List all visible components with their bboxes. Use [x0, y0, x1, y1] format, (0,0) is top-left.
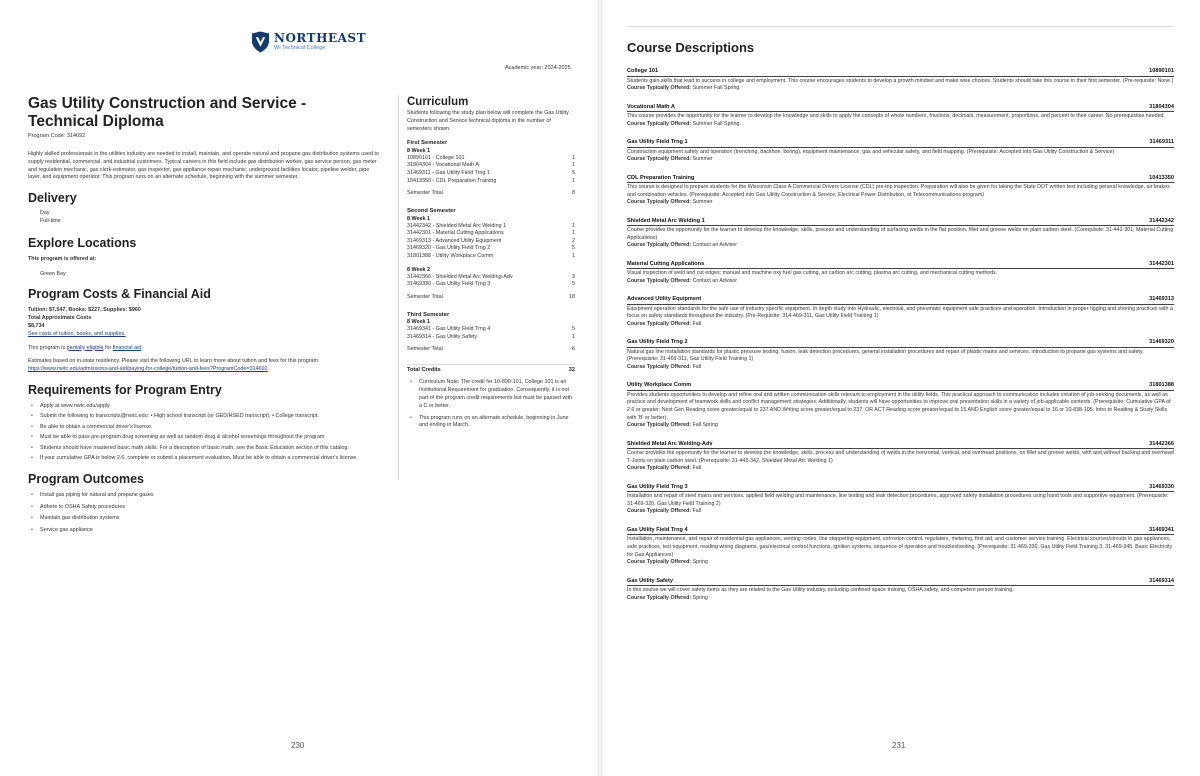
outcome-item: • Install gas piping for natural and propane gases — [28, 492, 380, 500]
total-credits — [407, 364, 575, 373]
course-offered-label: Course Typically Offered: — [627, 199, 692, 206]
estimates-note: Estimates based on in-state residency. Please visit the following URL to learn more about tuition and fees for this program. — [28, 358, 320, 365]
course-description-entry — [627, 296, 1174, 328]
course-offered-value: Summer Fall Spring — [692, 120, 740, 127]
course-row — [407, 326, 575, 334]
course-title: CDL Preparation Training — [627, 174, 695, 181]
curriculum-note: • This program runs on an alternate schedule, beginning in June and ending in March. — [407, 415, 575, 431]
semester-total — [407, 190, 575, 196]
course-description-entry — [627, 261, 1174, 286]
course-code: 31469314 — [1149, 577, 1174, 584]
costs-link[interactable]: See costs of tuition, books, and supplies. — [28, 330, 126, 337]
requirement-item: • Must be able to pass pre-program drug screening as well as random drug & alcohol screenings throughout the program. — [28, 434, 380, 442]
course-description-header — [627, 339, 1174, 348]
course-description-text: Construction equipment safety and operation (trenching, backhoe, boring), equipment maintenance, gas and vehicular safety, and field mapping. (Prerequisite: Accepted into Gas Utility Construction & Service) — [627, 148, 1115, 155]
semester-total-label: Semester Total — [407, 293, 443, 300]
requirement-item: • Apply at www.nwtc.edu/apply. — [28, 403, 380, 411]
course-title: Material Cutting Applications — [627, 260, 705, 267]
program-overview — [28, 95, 380, 535]
course-offered-label: Course Typically Offered: — [627, 508, 692, 515]
third-semester — [407, 312, 575, 353]
course-title: Gas Utility Field Trng 1 — [627, 139, 688, 145]
course-offered-value: Summer — [692, 199, 713, 206]
course-offered-label: Course Typically Offered: — [627, 277, 692, 284]
course-code: 31469320 — [1149, 339, 1174, 346]
course-description-header — [627, 578, 1174, 587]
course-credits: 5 — [572, 281, 575, 288]
course-credits: 1 — [572, 252, 575, 259]
course-name: 31469311 - Gas Utility Field Trng 1 — [407, 169, 490, 176]
course-credits: 3 — [572, 273, 575, 280]
course-offered — [627, 364, 1174, 371]
course-offered — [627, 85, 1174, 92]
course-code: 31801388 — [1149, 382, 1174, 389]
course-credits: 5 — [572, 169, 575, 176]
course-name: 10890101 - College 101 — [407, 154, 465, 161]
course-description-header — [627, 296, 1174, 305]
course-description-header — [627, 484, 1174, 493]
semester-total-label: Semester Total — [407, 346, 443, 353]
locations-heading: Explore Locations — [28, 235, 137, 250]
course-offered-label: Course Typically Offered: — [627, 594, 692, 601]
outcomes-list — [28, 492, 380, 535]
financial-aid-text: . — [141, 344, 143, 351]
course-description-header — [627, 441, 1174, 450]
delivery-list — [28, 210, 380, 226]
college-logo-icon — [251, 31, 270, 53]
course-offered-value: Spring — [692, 594, 708, 601]
course-offered-label: Course Typically Offered: — [627, 422, 692, 429]
course-description-text: Installation and repair of steel mains and services, applied field welding and maintenance, line testing and leak detection procedures, approved safety installation procedures using hand tools and supportive equipment. (Prerequisite: 31-469-320, Gas Utility Field Training 2) — [627, 493, 1169, 507]
course-description-entry — [627, 104, 1174, 129]
requirement-item: • Students should have mastered basic math skills. For a description of basic math, see the Basic Education section of this catalog. — [28, 445, 380, 453]
course-description-text: Provides students opportunities to develop and refine oral and written communication skills relevant to employment in the utility fields. This practical approach to communication includes creation of job-seeking documents, as well as practice and development of teamwork skills and conflict management strategies. Additionally, students will have opportunities to improve oral presentation skills in a variety of job-applicable contexts. (Prerequisite: Cumulative GPA of 2.6 or greater; Next Gen Reading score greater/equal to 237 AND Writing score greater/equal to 237; OR ACT Reading score greater/equal to 15 AND English score greater/equal to 16 or 10-838-105, Intro to Reading & Study Skills with 'B' or better). — [627, 391, 1171, 421]
course-offered-value: Fall — [692, 508, 702, 515]
outcome-item: • Adhere to OSHA Safety procedures — [28, 504, 380, 512]
course-offered-value: Fall Spring — [692, 422, 718, 429]
course-description-text: This course provides the opportunity for the learner to develop the knowledge and skills to apply the concepts of whole numbers, fractions, decimals, measurement, proportions, and percent to their career. No prerequisites needed. — [627, 113, 1165, 119]
course-descriptions — [627, 40, 1174, 602]
total-credits-label: Total Credits — [407, 367, 441, 374]
delivery-item: Full-time — [40, 217, 61, 224]
page-number-left: 230 — [291, 741, 305, 750]
course-offered-label: Course Typically Offered: — [627, 85, 692, 92]
course-name: 31469341 - Gas Utility Field Trng 4 — [407, 326, 491, 333]
course-description-text: Natural gas line installation standards for plastic pressure testing, fusion, leak detection procedures, general installation procedures and repair of plastic mains and services, introduction to propane gas systems and safety. (Prerequisite: 31-469-311, Gas Utility Field Training 1) — [627, 348, 1144, 363]
course-row — [407, 178, 575, 186]
outcome-item: • Service gas appliance — [28, 527, 380, 535]
course-title: College 101 — [627, 68, 659, 74]
course-description-text: In this course we will cover safety items as they are related to the Gas Utility industry, including confined space training, OSHA safety, and competent person training. — [627, 587, 1014, 594]
financial-aid-text: This program is — [28, 344, 67, 351]
requirement-item: • Submit the following to transcripts@nwtc.edu: • High school transcript (or GED/HSED transcript). • College transcript. — [28, 413, 380, 421]
semester-total-value: 18 — [569, 293, 575, 300]
course-description-text: Course provides the opportunity for the learner to develop the knowledge, skills, process and understanding of surfacing welds in the flat position, fillet and groove welds on plain carbon steel. (Corequisite: 31-442-301, Material Cutting Applications) — [627, 227, 1174, 241]
course-description-header — [627, 218, 1174, 227]
course-description-text: Visual inspection of weld and cut edges; manual and machine oxy fuel gas cutting, air carbon arc cutting, plasma arc cutting, and mechanical cutting methods. — [627, 270, 998, 277]
course-description-header — [627, 382, 1174, 391]
course-code: 31442366 — [1149, 440, 1174, 447]
requirements-heading: Requirements for Program Entry — [28, 382, 222, 397]
logo-name: NORTHEAST — [274, 31, 367, 45]
course-row — [407, 238, 575, 246]
header-rule — [627, 26, 1174, 27]
semester-title: Third Semester — [407, 311, 450, 318]
curriculum-note: • Curriculum Note: The credit for 10-890-101, College 101 is an Institutional Requirement for graduation. Consequently, it is not part of the program credit requirements but must be passed with a C or better. — [407, 379, 575, 410]
course-name: 10413350 - CDL Preparation Training — [407, 177, 497, 184]
course-code: 31804304 — [1149, 103, 1174, 110]
course-offered — [627, 242, 1174, 249]
requirement-item: • If your cumulative GPA is below 2.6, complete or submit a placement evaluation. Must be able to obtain a commercial driver's license. — [28, 455, 380, 463]
course-offered — [627, 508, 1174, 515]
course-name: 31469330 - Gas Utility Field Trng 3 — [407, 281, 491, 288]
course-offered-label: Course Typically Offered: — [627, 363, 692, 370]
course-code: 31442342 — [1149, 217, 1174, 224]
location-item: Green Bay — [40, 270, 66, 277]
program-description: Highly skilled professionals in the utilities industry are needed to install, maintain, and operate natural and propane gas distribution systems used to supply residential, commercial, and industrial customers. Typical careers in this field include gas distribution worker, gas service person, gas meter and regulation mechanic, gas clerk-estimator, gas inspector, gas appliance repair mechanic, underground facilities locator, pipeline welder, pipe layer, and equipment operator. This program runs on an alternate schedule, beginning with the summer semester. — [28, 151, 379, 181]
course-description-text: This course is designed to prepare students for the Wisconsin Class A Commercial Drivers License (CDL) pre-trip inspection. Preparation will also be given for taking the State DOT written test including general knowledge, air brakes and combination vehicles. (Prerequisite: Accepted into Gas Utility Construction & Service, Electrical Power Distribution, or Telecommunications program) — [627, 184, 1170, 198]
financial-aid-text: for — [103, 344, 113, 351]
total-costs-value: $8,734 — [28, 322, 45, 329]
curriculum-intro: Students following the study plan below will complete the Gas Utility Construction and Service technical diploma in the number of semesters shown. — [407, 110, 569, 132]
course-offered — [627, 199, 1174, 206]
course-row — [407, 253, 575, 261]
curriculum-panel — [407, 96, 575, 430]
course-title: Gas Utility Field Trng 3 — [627, 483, 688, 490]
tuition-url-link[interactable]: https://www.nwtc.edu/admissions-and-aid/paying-for-college/tuition-and-fees?ProgramCode=314692 — [28, 366, 268, 373]
course-row — [407, 170, 575, 178]
book-gutter — [598, 0, 602, 776]
course-title: Advanced Utility Equipment — [627, 296, 702, 303]
course-description-header — [627, 261, 1174, 270]
course-offered-value: Fall — [692, 320, 702, 327]
course-credits: 1 — [572, 333, 575, 340]
semester-title: Second Semester — [407, 208, 456, 215]
financial-aid-link[interactable]: financial aid — [112, 344, 142, 351]
course-code: 31442301 — [1149, 260, 1174, 267]
course-offered — [627, 278, 1174, 285]
course-name: 31469313 - Advanced Utility Equipment — [407, 237, 502, 244]
tuition-line: Tuition: $7,547, Books: $227, Supplies: $960 — [28, 307, 141, 314]
course-offered-value: Summer — [692, 156, 713, 163]
semester-total — [407, 346, 575, 352]
course-name: 31469314 - Gas Utility Safety — [407, 333, 478, 340]
course-description-header — [627, 527, 1174, 536]
curriculum-heading: Curriculum — [407, 96, 469, 108]
column-divider — [398, 95, 399, 480]
course-title: Shielded Metal Arc Welding 1 — [627, 217, 705, 224]
course-code: 31469330 — [1149, 483, 1174, 490]
partially-eligible-link[interactable]: partially eligible — [66, 344, 104, 351]
costs-heading: Program Costs & Financial Aid — [28, 287, 211, 302]
course-name: 31442366 - Shielded Metal Arc Welding-Adv — [407, 273, 513, 280]
course-offered-value: Summer Fall Spring — [692, 85, 740, 92]
course-credits: 1 — [572, 154, 575, 161]
semester-title: First Semester — [407, 140, 448, 147]
course-row — [407, 281, 575, 289]
course-description-header — [627, 175, 1174, 184]
delivery-heading: Delivery — [28, 191, 77, 206]
course-title: Gas Utility Field Trng 4 — [627, 526, 688, 533]
course-row — [407, 334, 575, 342]
course-description-header — [627, 68, 1174, 77]
course-code: 10890101 — [1149, 68, 1174, 74]
course-offered-label: Course Typically Offered: — [627, 465, 692, 472]
course-credits: 1 — [572, 162, 575, 169]
course-name: 31442342 - Shielded Metal Arc Welding 1 — [407, 222, 507, 229]
requirements-list — [28, 403, 380, 463]
course-offered — [627, 422, 1174, 429]
week-title: 8 Week 1 — [407, 147, 430, 154]
delivery-item: Day — [40, 210, 50, 217]
week-title: 8 Week 1 — [407, 319, 430, 326]
course-name: 31442301 - Material Cutting Applications — [407, 230, 504, 237]
course-offered-label: Course Typically Offered: — [627, 320, 692, 327]
course-credits: 1 — [572, 222, 575, 229]
course-offered — [627, 559, 1174, 566]
course-offered-value: Spring — [692, 559, 708, 566]
course-offered-label: Course Typically Offered: — [627, 559, 692, 566]
course-descriptions-heading: Course Descriptions — [627, 40, 755, 55]
course-description-text: Installation, maintenance, and repair of residential gas appliances, venting codes, line stoppering equipment, corrosion control, regulators, metering, first aid, and customer service training. Electrical sources/circuits in gas appliances, safe practices, test equipment, reading wiring diagrams, gas/electrical control functions, ignition systems, sequence of operation and troubleshooting. (Prerequisite: 31-469-330, Gas Utility Field Training 3; 31-469-345, Basic Electricity for Gas Appliances) — [627, 536, 1173, 558]
course-offered — [627, 465, 1174, 472]
course-credits: 5 — [572, 326, 575, 333]
course-offered-label: Course Typically Offered: — [627, 120, 692, 127]
financial-aid-line — [28, 345, 380, 353]
total-costs-label: Total Approximate Costs — [28, 315, 92, 322]
course-description-text: Students gain skills that lead to success in college and employment. This course encourages students to develop a growth mindset and make wise choices. Students should take this course in their first semester. (Pre-requisite: None.) — [627, 77, 1174, 84]
course-description-entry — [627, 175, 1174, 207]
program-title: Gas Utility Construction and Service - Technical Diploma — [28, 95, 307, 130]
course-description-entry — [627, 139, 1174, 164]
week-title: 8 Week 1 — [407, 215, 430, 222]
course-title: Gas Utility Safety — [627, 577, 674, 584]
course-description-entry — [627, 68, 1174, 93]
semester-total-label: Semester Total — [407, 190, 443, 197]
course-offered-label: Course Typically Offered: — [627, 242, 692, 249]
course-row — [407, 245, 575, 253]
course-offered-value: Fall — [692, 363, 702, 370]
course-description-entry — [627, 339, 1174, 371]
outcome-item: • Maintain gas distribution systems — [28, 515, 380, 523]
course-row — [407, 274, 575, 282]
total-credits-value: 32 — [568, 367, 575, 374]
course-credits: 1 — [572, 177, 575, 184]
course-name: 31469320 - Gas Utility Field Trng 2 — [407, 245, 491, 252]
course-row — [407, 162, 575, 170]
course-description-entry — [627, 382, 1174, 429]
course-description-entry — [627, 578, 1174, 603]
outcomes-heading: Program Outcomes — [28, 471, 145, 486]
page-number-right: 231 — [892, 741, 906, 750]
course-name: 31801388 - Utility Workplace Comm — [407, 252, 494, 259]
course-offered-label: Course Typically Offered: — [627, 156, 692, 163]
course-description-entry — [627, 484, 1174, 516]
course-offered-value: Fall — [692, 465, 702, 472]
course-code: 31469313 — [1149, 296, 1174, 303]
course-title: Vocational Math A — [627, 103, 675, 110]
program-code: Program Code: 314692 — [28, 133, 86, 139]
course-title: Gas Utility Field Trng 2 — [627, 339, 688, 346]
curriculum-notes — [407, 379, 575, 430]
course-credits: 1 — [572, 230, 575, 237]
course-credits: 2 — [572, 237, 575, 244]
semester-total-value: 6 — [572, 346, 575, 353]
course-code: 31469341 — [1149, 526, 1174, 533]
first-semester — [407, 140, 575, 196]
course-description-header — [627, 139, 1174, 148]
course-row — [407, 155, 575, 163]
course-title: Utility Workplace Comm — [627, 382, 692, 389]
course-description-header — [627, 104, 1174, 113]
semester-total-value: 8 — [572, 190, 575, 197]
course-code: 31469311 — [1149, 139, 1174, 145]
course-credits: 5 — [572, 245, 575, 252]
course-offered — [627, 321, 1174, 328]
semester-total — [407, 294, 575, 300]
course-offered — [627, 595, 1174, 602]
course-description-entry — [627, 218, 1174, 250]
course-offered — [627, 156, 1174, 163]
course-offered-value: Contact an Advisor — [692, 242, 738, 249]
course-description-entry — [627, 527, 1174, 567]
course-description-text: Course provides the opportunity for the learner to develop the knowledge, skills, process and understanding of welds in the horizontal, vertical, and overhead positions, on fillet and groove welds, with and without backing and overhead T-Joints on plain carbon steel. (Prerequisite: 31-442-342, Shielded Metal Arc Welding 1) — [627, 450, 1174, 464]
week-title: 8 Week 2 — [407, 266, 430, 273]
course-description-list — [627, 68, 1174, 602]
academic-year: Academic year: 2024-2025 — [505, 65, 571, 71]
course-title: Shielded Metal Arc Welding-Adv — [627, 440, 713, 447]
second-semester — [407, 208, 575, 300]
course-description-text: Equipment operation standards for the safe use of industry specific equipment. In depth study into Hydraulic, electrical, and pneumatic equipment safe practices and operation. Introduction in proper rigging and shoring practices with a focus on safety standards throughout the industry. (Pre-Requisite: 314-469-311, Gas Utility Field Training 1) — [627, 305, 1173, 320]
course-code: 10413350 — [1149, 174, 1174, 181]
offered-at-label: This program is offered at: — [28, 255, 97, 262]
course-name: 31804304 - Vocational Math A — [407, 162, 479, 169]
course-row — [407, 230, 575, 238]
course-offered-value: Contact an Advisor — [692, 277, 738, 284]
course-row — [407, 223, 575, 231]
course-offered — [627, 121, 1174, 128]
course-description-entry — [627, 441, 1174, 473]
logo-subtitle: WI Technical College — [274, 45, 326, 51]
college-logo — [251, 31, 366, 53]
requirement-item: • Be able to obtain a commercial driver's license. — [28, 424, 380, 432]
